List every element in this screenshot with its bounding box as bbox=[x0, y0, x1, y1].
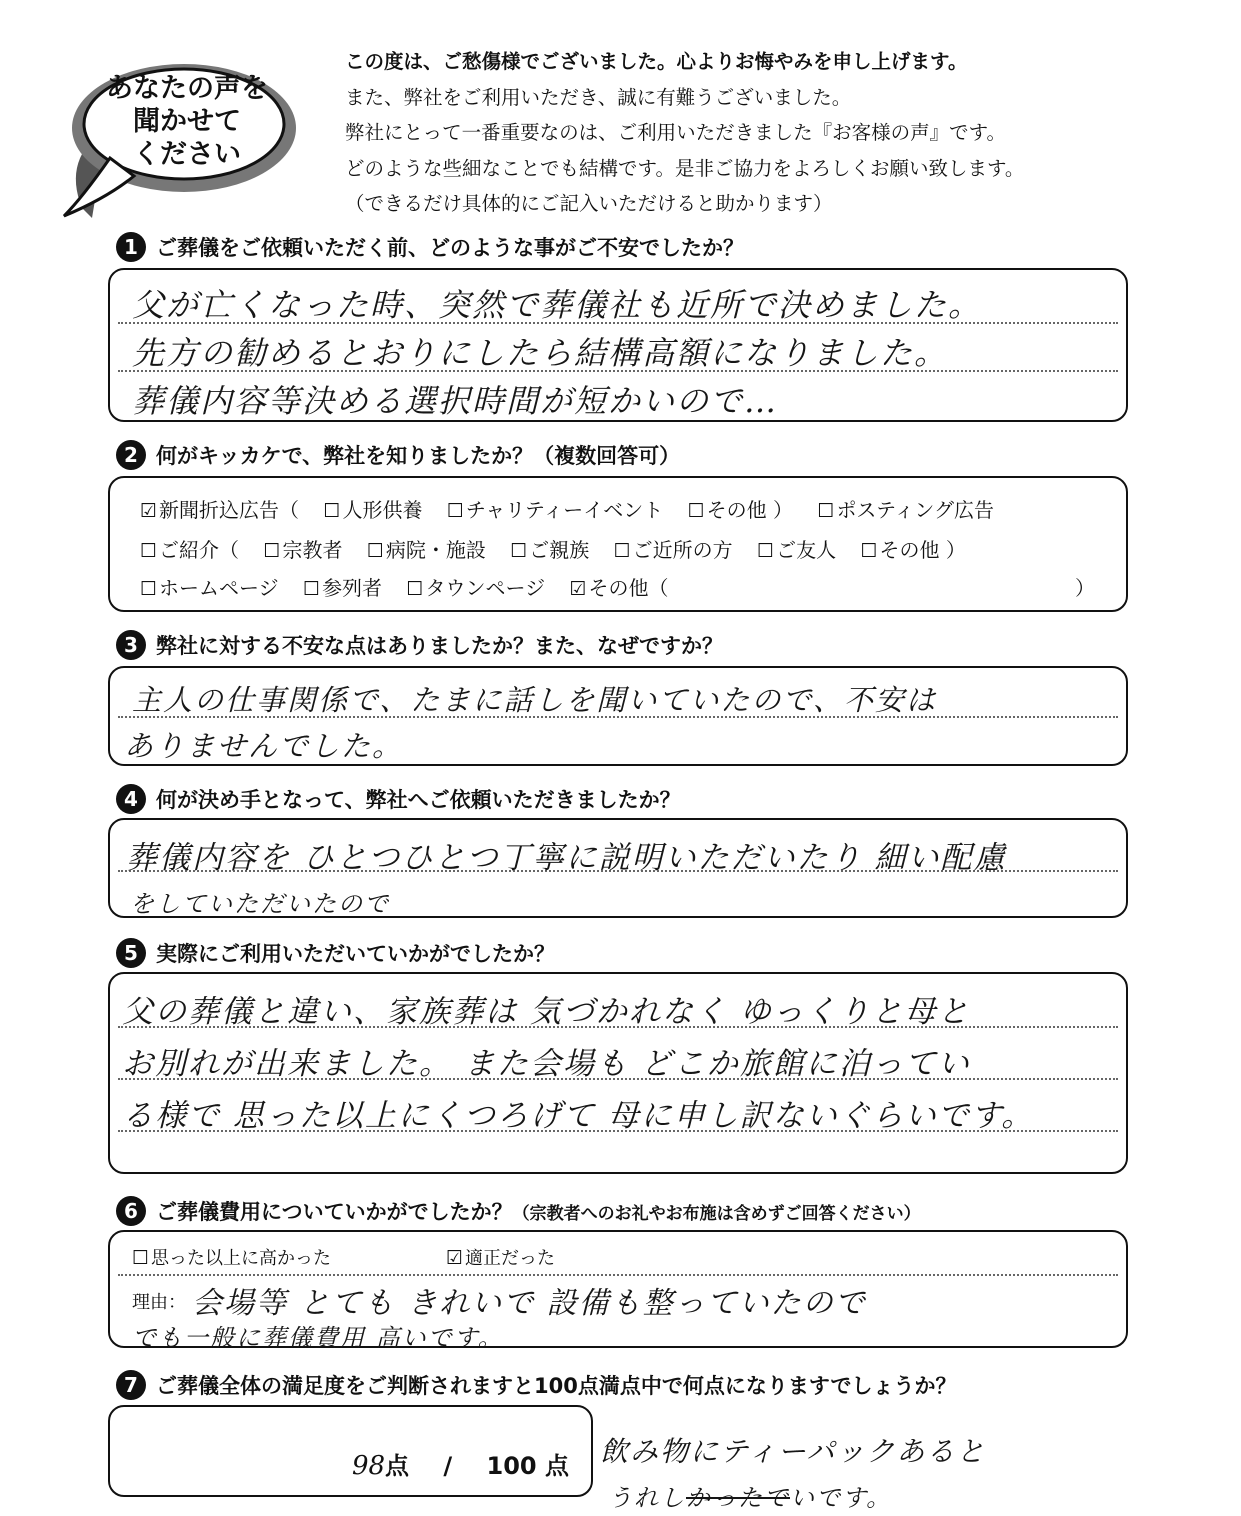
answer-line: 主人の仕事関係で、たまに話しを聞いていたので、不安は bbox=[132, 683, 937, 717]
option-row-3 bbox=[140, 572, 1095, 601]
question-text: ご葬儀全体の満足度をご判断されますと100点満点中で何点になりますでしょうか？ bbox=[156, 1374, 957, 1398]
answer-box-3[interactable] bbox=[108, 666, 1128, 766]
score-separator: / bbox=[443, 1452, 453, 1480]
intro-line-1: この度は、ご愁傷様でございました。心よりお悔やみを申し上げます。 bbox=[345, 50, 968, 73]
intro-line-2: また、弊社をご利用いただき、誠に有難うございました。 bbox=[345, 85, 852, 109]
checkbox[interactable]: ☐ bbox=[860, 540, 878, 562]
bubble-line-3: ください bbox=[133, 139, 241, 170]
question-text: ご葬儀費用についていかがでしたか？ bbox=[156, 1200, 513, 1224]
question-5-title bbox=[116, 938, 555, 968]
question-text: 実際にご利用いただいていかがでしたか？ bbox=[156, 942, 555, 966]
question-number: 5 bbox=[116, 938, 146, 968]
checkbox[interactable]: ☐ bbox=[140, 578, 158, 600]
option-other-1[interactable]: ☐ その他 ） bbox=[687, 498, 794, 522]
checkbox[interactable]: ☐ bbox=[613, 540, 631, 562]
option-row-2 bbox=[140, 534, 984, 563]
close-paren: ） bbox=[1075, 576, 1095, 600]
checkbox[interactable]: ☐ bbox=[406, 578, 424, 600]
option-referral[interactable]: ☐ ご紹介（ bbox=[140, 538, 240, 562]
option-newspaper[interactable]: ☑ 新聞折込広告（ bbox=[140, 498, 300, 522]
intro-line-5: （できるだけ具体的にご記入いただけると助かります） bbox=[345, 192, 833, 215]
answer-box-2 bbox=[108, 476, 1128, 612]
bubble-line-2: 聞かせて bbox=[133, 106, 241, 137]
reason-label: 理由： bbox=[132, 1292, 186, 1313]
reason-line: でも一般に葬儀費用 高いです。 bbox=[132, 1324, 504, 1352]
struck-text: かったで bbox=[686, 1484, 790, 1512]
intro-line-4: どのような些細なことでも結構です。是非ご協力をよろしくお願い致します。 bbox=[345, 156, 1025, 180]
checkbox[interactable]: ☐ bbox=[446, 500, 464, 522]
question-note: （宗教者へのお礼やお布施は含めずご回答ください） bbox=[512, 1203, 921, 1224]
question-4-title bbox=[116, 784, 681, 814]
question-number: 6 bbox=[116, 1196, 146, 1226]
checkbox[interactable]: ☐ bbox=[132, 1247, 150, 1269]
answer-line: 葬儀内容を ひとつひとつ丁寧に説明いただいたり 細い配慮 bbox=[126, 840, 1007, 876]
speech-bubble bbox=[52, 58, 302, 228]
option-relatives[interactable]: ☐ ご親族 bbox=[510, 538, 590, 562]
answer-box-1[interactable] bbox=[108, 268, 1128, 422]
question-2-title bbox=[116, 440, 680, 470]
option-too-expensive[interactable]: ☐ 思った以上に高かった bbox=[132, 1247, 332, 1269]
option-other-2[interactable]: ☐ その他 ） bbox=[860, 538, 966, 562]
option-doll-memorial[interactable]: ☐ 人形供養 bbox=[323, 498, 423, 522]
answer-line: お別れが出来ました。 また会場も どこか旅館に泊ってい bbox=[122, 1046, 971, 1082]
checkbox-checked[interactable]: ☑ bbox=[446, 1247, 464, 1269]
checkbox[interactable]: ☐ bbox=[263, 540, 281, 562]
option-homepage[interactable]: ☐ ホームページ bbox=[140, 576, 279, 600]
bubble-line-1: あなたの声を bbox=[106, 73, 268, 104]
answer-line: 父の葬儀と違い、家族葬は 気づかれなく ゆっくりと母と bbox=[122, 994, 971, 1030]
answer-line: る様で 思った以上にくつろげて 母に申し訳ないぐらいです。 bbox=[122, 1098, 1035, 1134]
answer-line: 父が亡くなった時、突然で葬儀社も近所で決めました。 bbox=[132, 286, 983, 324]
reason-line: 会場等 とても きれいで 設備も整っていたので bbox=[192, 1286, 867, 1321]
checkbox-checked[interactable]: ☑ bbox=[569, 578, 587, 600]
question-3-title bbox=[116, 630, 723, 660]
answer-box-5[interactable] bbox=[108, 972, 1128, 1174]
checkbox[interactable]: ☐ bbox=[140, 540, 158, 562]
checkbox[interactable]: ☐ bbox=[510, 540, 528, 562]
checkbox-checked[interactable]: ☑ bbox=[140, 500, 158, 522]
question-number: 2 bbox=[116, 440, 146, 470]
option-reasonable[interactable]: ☑ 適正だった bbox=[446, 1247, 556, 1269]
intro-line-3: 弊社にとって一番重要なのは、ご利用いただきました『お客様の声』です。 bbox=[345, 121, 1007, 144]
score-value: 98 bbox=[351, 1451, 386, 1481]
option-friends[interactable]: ☐ ご友人 bbox=[757, 538, 837, 562]
option-townpage[interactable]: ☐ タウンページ bbox=[406, 576, 546, 600]
option-hospital[interactable]: ☐ 病院・施設 bbox=[366, 538, 486, 562]
score-comment-1: 飲み物にティーパックあると bbox=[600, 1435, 987, 1468]
option-other-3[interactable]: ☑ その他（ bbox=[569, 576, 669, 600]
answer-box-6 bbox=[108, 1230, 1128, 1352]
question-7-title bbox=[116, 1370, 956, 1400]
option-neighbors[interactable]: ☐ ご近所の方 bbox=[613, 538, 733, 562]
checkbox[interactable]: ☐ bbox=[303, 578, 321, 600]
question-number: 4 bbox=[116, 784, 146, 814]
question-6-title bbox=[116, 1196, 921, 1226]
option-posting[interactable]: ☐ ポスティング広告 bbox=[817, 498, 995, 522]
answer-box-4[interactable] bbox=[108, 818, 1128, 918]
question-number: 3 bbox=[116, 630, 146, 660]
checkbox[interactable]: ☐ bbox=[323, 500, 341, 522]
score-max: 100 bbox=[486, 1452, 537, 1480]
score-box[interactable] bbox=[108, 1405, 593, 1497]
checkbox[interactable]: ☐ bbox=[817, 500, 835, 522]
question-text: 何がキッカケで、弊社を知りましたか？（複数回答可） bbox=[156, 444, 681, 468]
option-attendee[interactable]: ☐ 参列者 bbox=[303, 576, 383, 600]
option-religious[interactable]: ☐ 宗教者 bbox=[263, 538, 343, 562]
question-text: 弊社に対する不安な点はありましたか？また、なぜですか？ bbox=[156, 634, 723, 658]
option-charity-event[interactable]: ☐ チャリティーイベント bbox=[446, 498, 664, 522]
question-text: 何が決め手となって、弊社へご依頼いただきましたか？ bbox=[156, 788, 681, 812]
score-display: 98点 / 100 点 bbox=[351, 1451, 569, 1481]
question-1-title bbox=[116, 232, 744, 262]
option-row-1 bbox=[140, 494, 1012, 523]
answer-line: 先方の勧めるとおりにしたら結構高額になりました。 bbox=[132, 334, 949, 372]
answer-line: をしていただいたので bbox=[130, 890, 390, 918]
question-number: 1 bbox=[116, 232, 146, 262]
answer-line: 葬儀内容等決める選択時間が短かいので… bbox=[132, 382, 779, 420]
score-comment-2: うれしかったでいです。 bbox=[608, 1484, 893, 1512]
question-number: 7 bbox=[116, 1370, 146, 1400]
question-text: ご葬儀をご依頼いただく前、どのような事がご不安でしたか？ bbox=[156, 236, 744, 260]
checkbox[interactable]: ☐ bbox=[757, 540, 775, 562]
checkbox[interactable]: ☐ bbox=[366, 540, 384, 562]
checkbox[interactable]: ☐ bbox=[687, 500, 705, 522]
answer-line: ありませんでした。 bbox=[124, 729, 404, 763]
intro-text bbox=[345, 44, 1205, 222]
